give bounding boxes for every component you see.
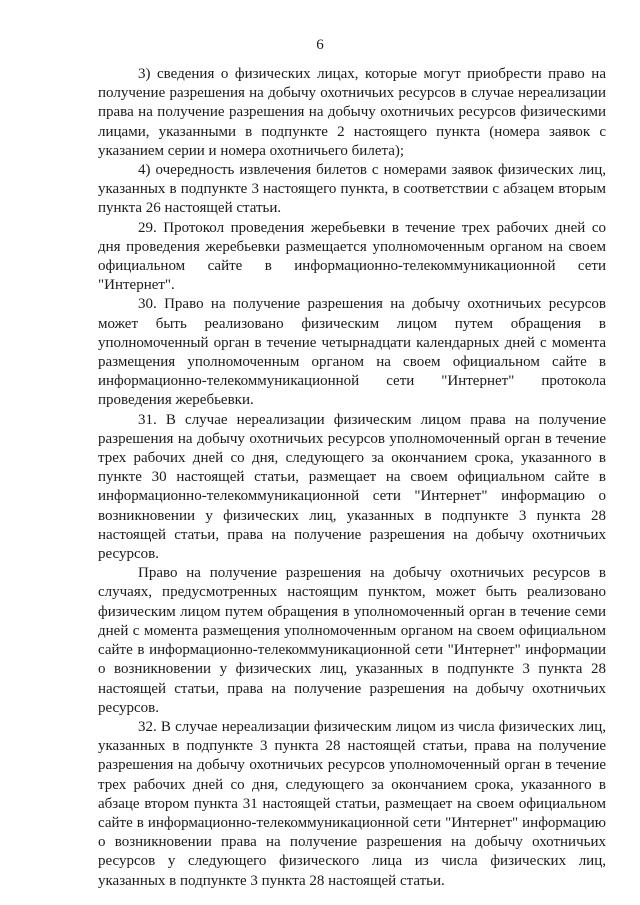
paragraph-32: 32. В случае нереализации физическим лицом из числа физических лиц, указанных в подпункте 3 пункта 28 настоящей статьи, права на получение разрешения на добычу охотничьих ресурсов уполномоченный орган в течение трех рабочих дней со дня, следующего за окончанием срока, указанного в абзаце втором пункта 31 настоящей статьи, размещает на своем официальном сайте в информационно-телекоммуникационной сети "Интернет" информацию о возникновении права на получение разрешения на добычу охотничьих ресурсов у следующего физического лица из числа физических лиц, указанных в подпункте 3 пункта 28 настоящей статьи. bbox=[98, 718, 606, 889]
paragraph-29: 29. Протокол проведения жеребьевки в течение трех рабочих дней со дня проведения жеребьевки размещается уполномоченным органом на своем официальном сайте в информационно-телекоммуникационной сети "Интернет". bbox=[98, 219, 606, 294]
paragraph-item-4: 4) очередность извлечения билетов с номерами заявок физических лиц, указанных в подпункте 3 настоящего пункта, в соответствии с абзацем вторым пункта 26 настоящей статьи. bbox=[98, 162, 606, 217]
paragraph-31-part-2: Право на получение разрешения на добычу охотничьих ресурсов в случаях, предусмотренных настоящим пунктом, может быть реализовано физическим лицом путем обращения в уполномоченный орган в течение семи дней с момента размещения уполномоченным органом на своем официальном сайте в информационно-телекоммуникационной сети "Интернет" информации о возникновении у физических лиц, указанных в подпункте 3 пункта 28 настоящей статьи, права на получение разрешения на добычу охотничьих ресурсов. bbox=[98, 565, 606, 716]
paragraph-item-3: 3) сведения о физических лицах, которые могут приобрести право на получение разрешения на добычу охотничьих ресурсов в случае нереализации права на получение разрешения на добычу охотничьих ресурсов физическими лицами, указанными в подпункте 2 настоящего пункта (номера заявок с указанием серии и номера охотничьего билета); bbox=[98, 66, 606, 159]
paragraph-31: 31. В случае нереализации физическим лицом права на получение разрешения на добычу охотничьих ресурсов уполномоченный орган в течение трех рабочих дней со дня, следующего за окончанием срока, указанного в пункте 30 настоящей статьи, размещает на своем официальном сайте в информационно-телекоммуникационной сети "Интернет" информацию о возникновении у физических лиц, указанных в подпункте 3 пункта 28 настоящей статьи, права на получение разрешения на добычу охотничьих ресурсов. bbox=[98, 411, 606, 563]
document-body bbox=[98, 65, 606, 891]
page-number: 6 bbox=[316, 37, 324, 53]
paragraph-30: 30. Право на получение разрешения на добычу охотничьих ресурсов может быть реализовано физическим лицом путем обращения в уполномоченный орган в течение четырнадцати календарных дней с момента размещения уполномоченным органом на своем официальном сайте в информационно-телекоммуникационной сети "Интернет" протокола проведения жеребьевки. bbox=[98, 296, 606, 409]
